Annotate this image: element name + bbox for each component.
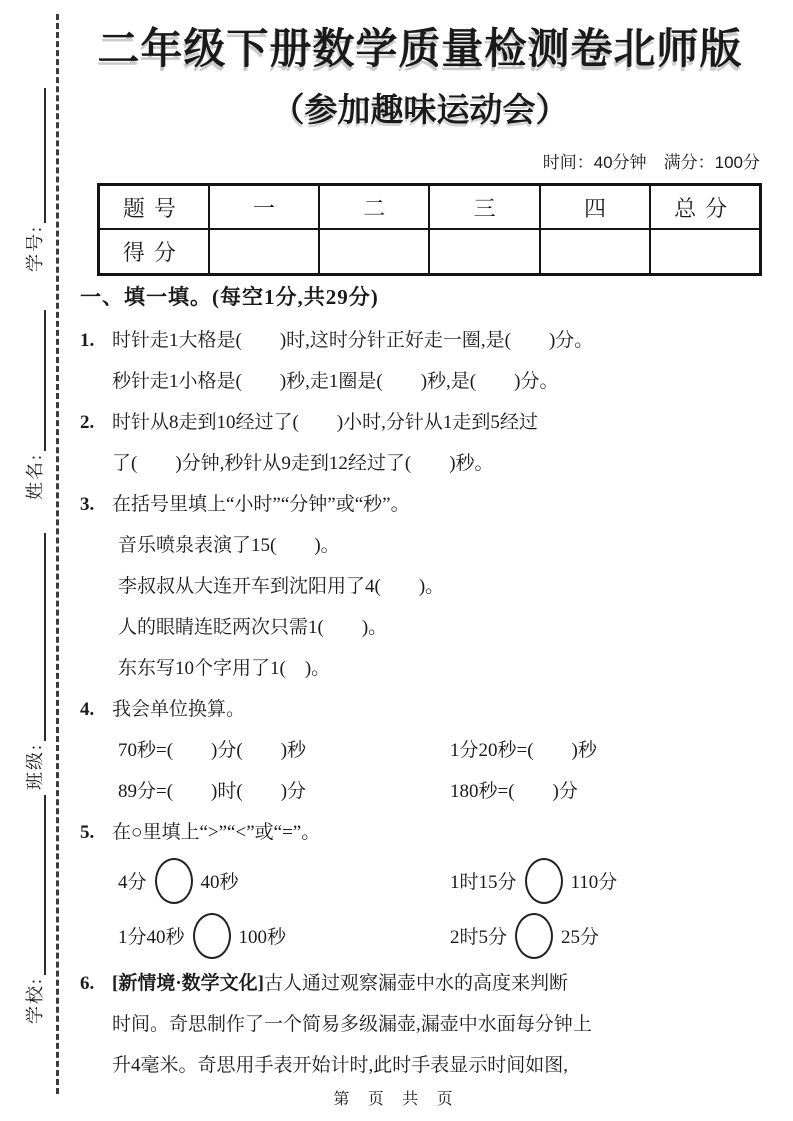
question-2 — [80, 402, 760, 484]
comparison-2-right: 110分 — [570, 872, 618, 893]
comparison-4-right: 25分 — [561, 927, 600, 948]
comparison-2 — [450, 858, 617, 904]
comparison-1-right: 40秒 — [200, 872, 239, 893]
question-2-line-1: 时针从8走到10经过了( )小时,分针从1走到5经过 — [112, 412, 538, 433]
score-cell — [319, 229, 429, 275]
time-score-meta: 时间：40分钟 满分：100分 — [542, 153, 760, 172]
score-cell — [650, 229, 760, 275]
question-5 — [80, 812, 760, 963]
question-6 — [80, 963, 760, 1086]
question-3-item-1: 音乐喷泉表演了15( )。 — [118, 535, 340, 556]
question-6-tag: [新情境·数学文化] — [112, 973, 264, 994]
score-label: 得分 — [99, 229, 209, 275]
score-table — [97, 183, 762, 276]
student-name-label: 姓名: — [25, 452, 45, 500]
comparison-3-left: 1分40秒 — [118, 927, 185, 948]
question-3 — [80, 484, 760, 689]
student-number-field — [20, 88, 46, 272]
question-3-item-2: 李叔叔从大连开车到沈阳用了4( )。 — [118, 576, 445, 597]
question-6-line-2: 时间。奇思制作了一个简易多级漏壶,漏壶中水面每分钟上 — [112, 1014, 592, 1035]
student-name-blank — [24, 310, 46, 451]
question-1-number: 1. — [80, 330, 95, 351]
student-name-field — [20, 310, 46, 500]
class-label: 班级: — [25, 742, 45, 790]
header-part-3: 三 — [429, 185, 539, 230]
question-5-number: 5. — [80, 822, 95, 843]
score-table-score-row — [99, 229, 761, 275]
question-1-line-2: 秒针走1小格是( )秒,走1圈是( )秒,是( )分。 — [112, 371, 559, 392]
school-label: 学校: — [25, 976, 45, 1024]
score-cell — [429, 229, 539, 275]
comparison-2-left: 1时15分 — [450, 872, 517, 893]
question-1 — [80, 320, 760, 402]
question-6-line-3: 升4毫米。奇思用手表开始计时,此时手表显示时间如图, — [112, 1055, 569, 1076]
score-cell — [540, 229, 650, 275]
comparison-4-left: 2时5分 — [450, 927, 508, 948]
answer-circle — [515, 913, 553, 959]
section-1-heading: 一、填一填。(每空1分,共29分) — [80, 285, 379, 309]
score-cell — [209, 229, 319, 275]
question-3-number: 3. — [80, 494, 95, 515]
school-field — [20, 795, 46, 1024]
class-field — [20, 533, 46, 790]
answer-circle — [193, 913, 231, 959]
score-table-header-row — [99, 185, 761, 230]
page-title: 二年级下册数学质量检测卷北师版 — [97, 25, 743, 72]
comparison-row-2 — [80, 908, 760, 963]
question-2-number: 2. — [80, 412, 95, 433]
comparison-4 — [450, 913, 599, 959]
question-3-intro: 在括号里填上“小时”“分钟”或“秒”。 — [112, 494, 410, 515]
comparison-1-left: 4分 — [118, 872, 147, 893]
student-number-label: 学号: — [25, 224, 45, 272]
class-blank — [24, 533, 46, 741]
comparison-row-1 — [80, 853, 760, 908]
question-6-number: 6. — [80, 973, 95, 994]
header-part-1: 一 — [209, 185, 319, 230]
question-list — [80, 320, 760, 1086]
question-4-number: 4. — [80, 699, 95, 720]
comparison-3 — [118, 913, 450, 959]
question-1-line-1: 时针走1大格是( )时,这时分针正好走一圈,是( )分。 — [112, 330, 594, 351]
fold-dashed-line — [56, 14, 59, 1094]
question-4 — [80, 689, 760, 812]
question-3-item-3: 人的眼睛连眨两次只需1( )。 — [118, 617, 388, 638]
question-4-intro: 我会单位换算。 — [112, 699, 246, 720]
comparison-1 — [118, 858, 450, 904]
paper-content — [80, 0, 760, 1086]
conversion-1m20s: 1分20秒=( )秒 — [450, 740, 597, 761]
conversion-180s: 180秒=( )分 — [450, 781, 578, 802]
question-3-item-4: 东东写10个字用了1( )。 — [118, 658, 331, 679]
answer-circle — [525, 858, 563, 904]
header-question-number: 题号 — [99, 185, 209, 230]
header-part-2: 二 — [319, 185, 429, 230]
conversion-89min: 89分=( )时( )分 — [118, 781, 307, 802]
student-number-blank — [24, 88, 46, 223]
header-part-4: 四 — [540, 185, 650, 230]
question-5-intro: 在○里填上“>”“<”或“=”。 — [112, 822, 321, 843]
conversion-70s: 70秒=( )分( )秒 — [118, 740, 307, 761]
question-6-line-1: 古人通过观察漏壶中水的高度来判断 — [264, 973, 569, 994]
header-total: 总分 — [650, 185, 760, 230]
school-blank — [24, 795, 46, 975]
page-footer: 第 页 共 页 — [333, 1091, 460, 1108]
page-subtitle: （参加趣味运动会） — [271, 91, 569, 128]
answer-circle — [155, 858, 193, 904]
comparison-3-right: 100秒 — [238, 927, 287, 948]
question-2-line-2: 了( )分钟,秒针从9走到12经过了( )秒。 — [112, 453, 494, 474]
